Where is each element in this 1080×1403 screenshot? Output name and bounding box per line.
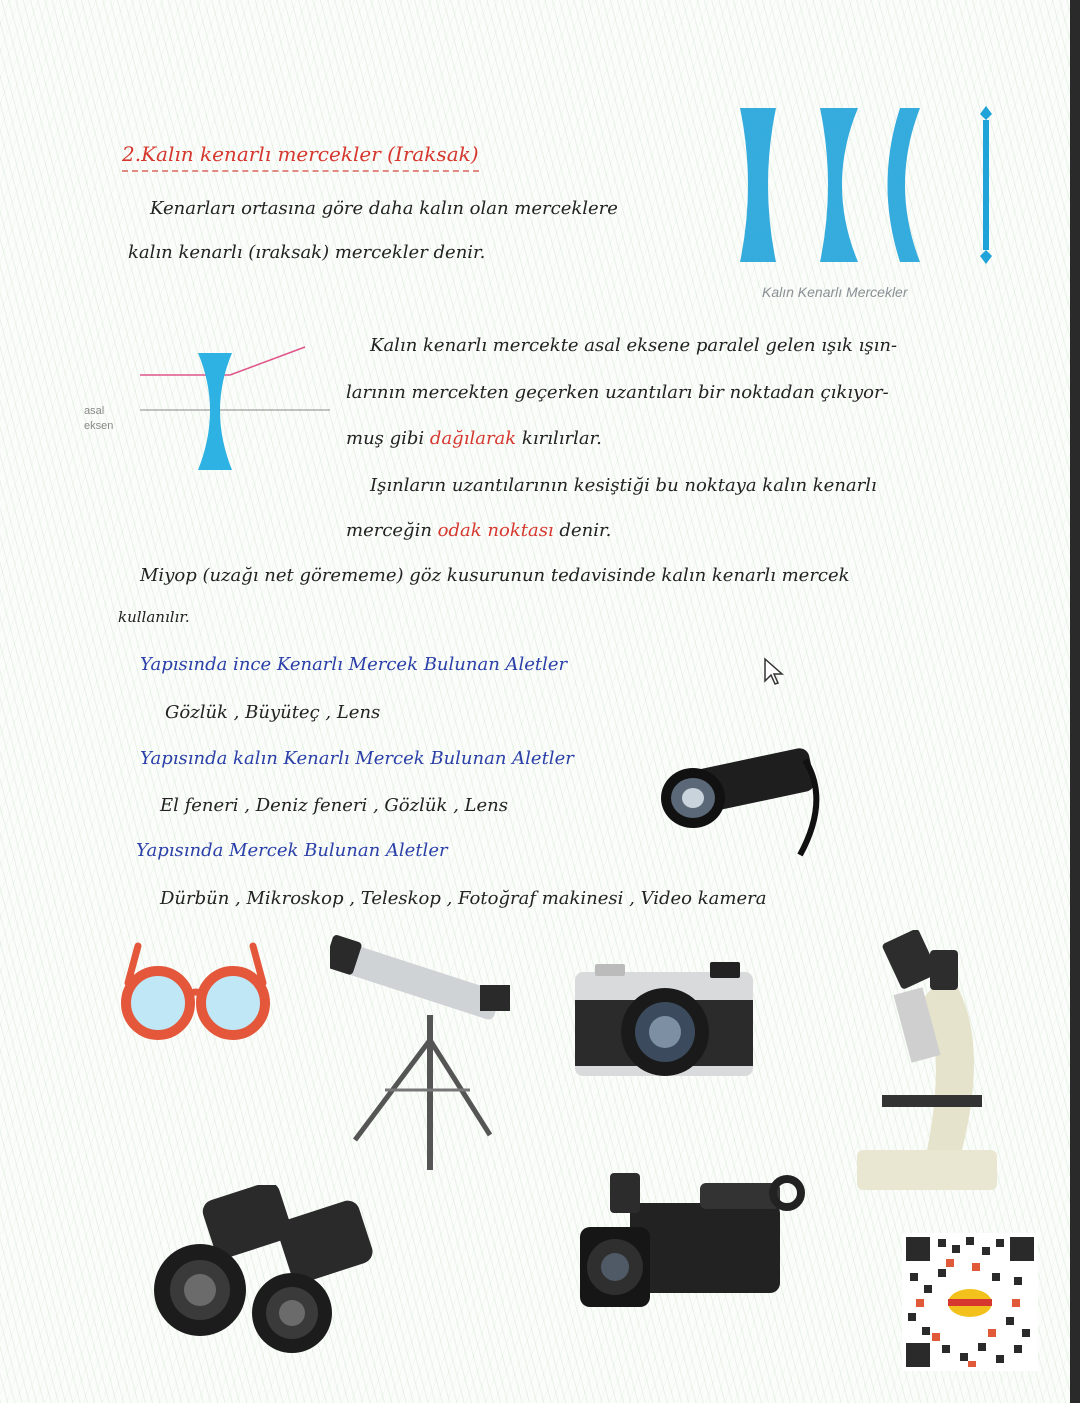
ray-diagram (140, 335, 340, 475)
lens-devices-heading: Yapısında Mercek Bulunan Aletler (136, 840, 448, 861)
glasses-icon (118, 938, 273, 1043)
lens-caption: Kalın Kenarlı Mercekler (762, 284, 908, 300)
explanation-line-3 (346, 428, 602, 449)
concave-lenses-figure (730, 100, 1000, 270)
qr-code[interactable] (902, 1233, 1038, 1371)
mouse-cursor-icon (763, 657, 785, 687)
explanation-line-5c: denir. (559, 520, 612, 541)
binoculars-icon (152, 1185, 382, 1355)
video-camera-icon (580, 1165, 805, 1330)
axis-label-asal: asal (84, 405, 105, 417)
flashlight-icon (655, 740, 830, 860)
microscope-icon (852, 930, 1002, 1195)
explanation-line-5 (346, 520, 611, 541)
telescope-icon (330, 930, 525, 1175)
axis-label-eksen: eksen (84, 420, 114, 432)
dagilarak-word: dağılarak (429, 428, 517, 449)
lens-devices-items: Dürbün , Mikroskop , Teleskop , Fotoğraf makinesi , Video kamera (160, 888, 767, 909)
camera-icon (575, 960, 755, 1080)
explanation-line-3c: kırılırlar. (521, 428, 602, 449)
explanation-line-5a: merceğin (346, 520, 432, 541)
thin-lens-heading: Yapısında ince Kenarlı Mercek Bulunan Aletler (140, 654, 568, 675)
photo-edge (1070, 0, 1080, 1403)
myopia-line-2: kullanılır. (118, 608, 190, 626)
section-title: 2.Kalın kenarlı mercekler (Iraksak) (122, 142, 479, 172)
explanation-line-1: Kalın kenarlı mercekte asal eksene paralel gelen ışık ışın- (370, 335, 898, 356)
explanation-line-3a: muş gibi (346, 428, 425, 449)
odak-noktasi-word: odak noktası (437, 520, 554, 541)
thick-lens-items: El feneri , Deniz feneri , Gözlük , Lens (160, 795, 508, 816)
definition-line-2: kalın kenarlı (ıraksak) mercekler denir. (128, 242, 486, 263)
definition-line-1: Kenarları ortasına göre daha kalın olan merceklere (150, 198, 618, 219)
thick-lens-heading: Yapısında kalın Kenarlı Mercek Bulunan Aletler (140, 748, 574, 769)
myopia-line-1: Miyop (uzağı net görememe) göz kusurunun tedavisinde kalın kenarlı mercek (140, 565, 850, 586)
explanation-line-4: Işınların uzantılarının kesiştiği bu noktaya kalın kenarlı (370, 475, 877, 496)
explanation-line-2: larının mercekten geçerken uzantıları bir noktadan çıkıyor- (346, 382, 889, 403)
thin-lens-items: Gözlük , Büyüteç , Lens (165, 702, 381, 723)
